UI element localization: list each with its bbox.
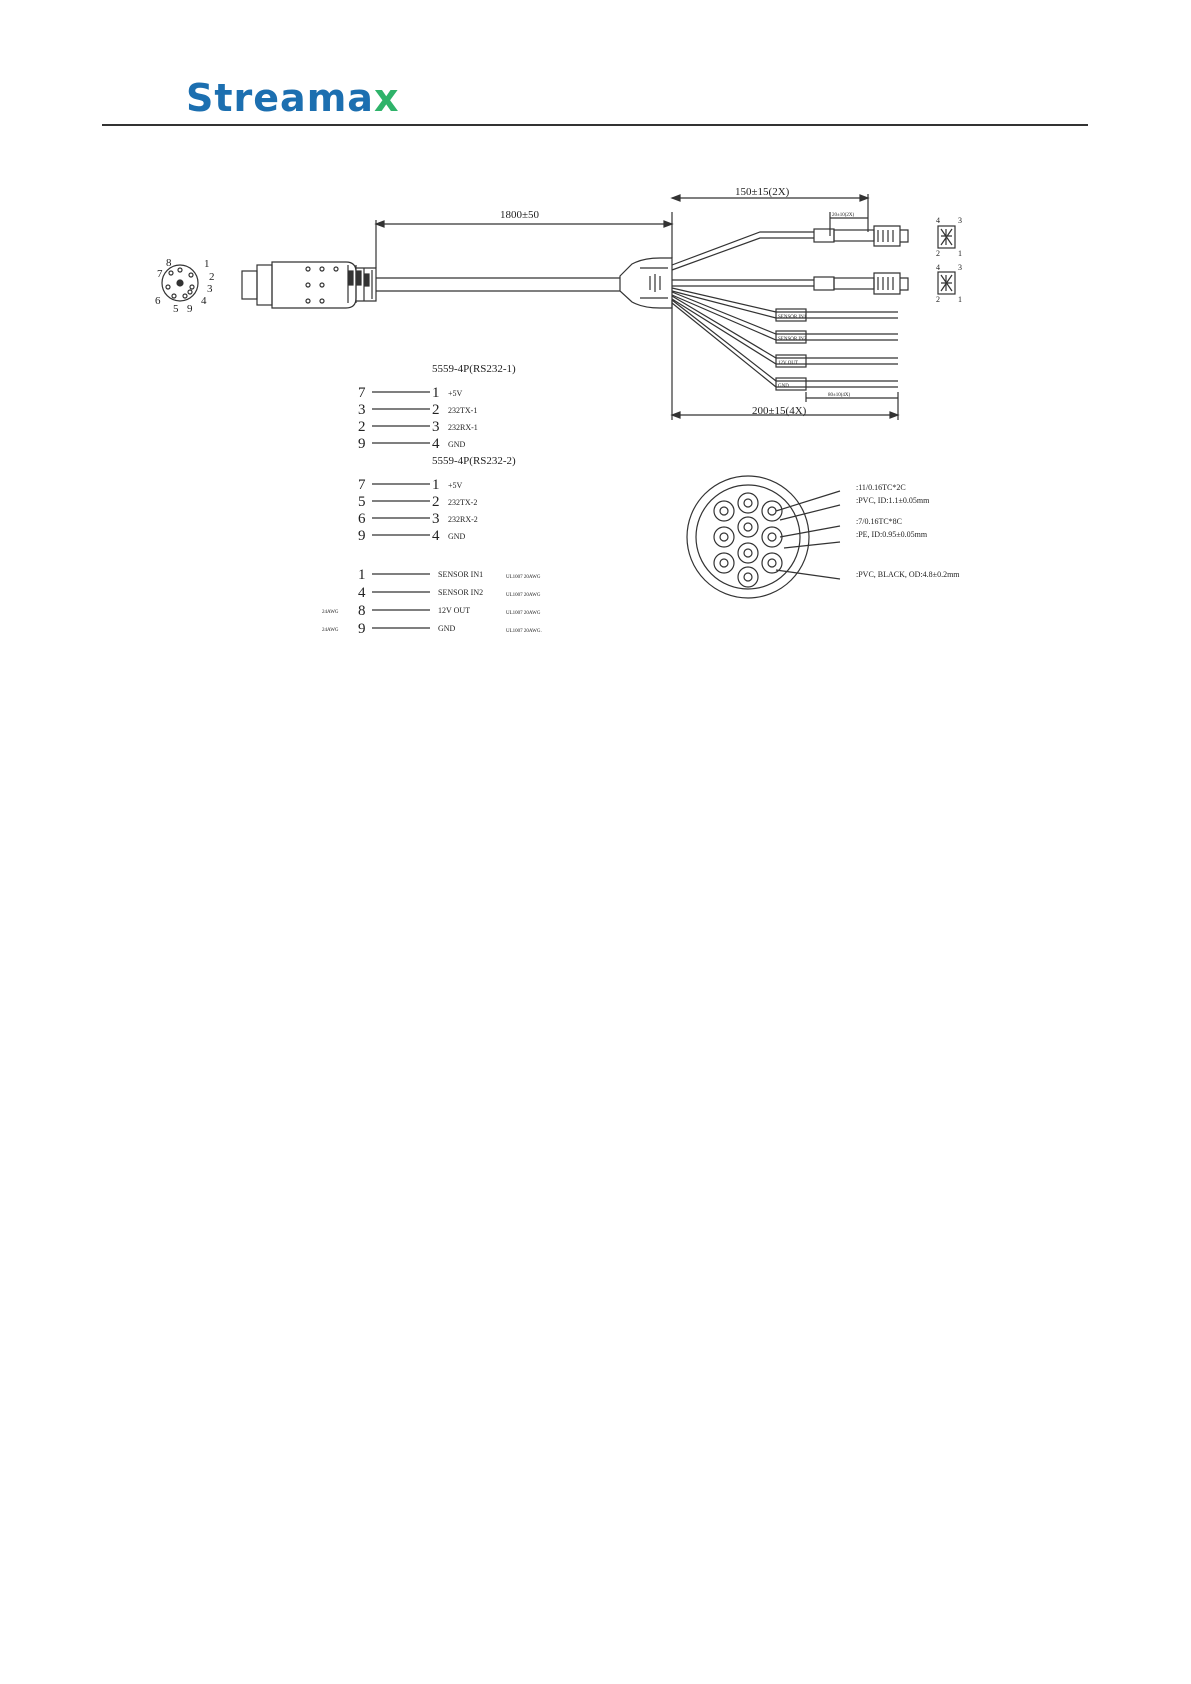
group2-row4-to: 4 <box>432 528 440 544</box>
dim-150-text: 150±15(2X) <box>735 186 790 198</box>
group2-title: 5559-4P(RS232-2) <box>432 455 516 467</box>
rj1-pin-2: 2 <box>936 249 940 258</box>
group1-row1-to: 1 <box>432 385 440 401</box>
pin-2-label: 2 <box>209 271 215 283</box>
rj1-pin-4: 4 <box>936 216 940 225</box>
sensor-row3-awg: 24AWG <box>322 610 339 615</box>
main-cable <box>376 278 620 291</box>
rj2-pin-4: 4 <box>936 263 940 272</box>
group2-row1-label: +5V <box>448 481 463 490</box>
sensor-row2-label: SENSOR IN2 <box>438 588 484 597</box>
sensor-row4-label: GND <box>438 624 456 633</box>
dim-200-text: 200±15(4X) <box>752 405 807 417</box>
group1-row4-to: 4 <box>432 436 440 452</box>
wire-tag-sensor-in2: SENSOR IN2 <box>778 337 807 342</box>
pin-6-label: 6 <box>155 295 161 307</box>
spec-conductor-2c: :11/0.16TC*2C <box>856 483 906 492</box>
dim-1800-text: 1800±50 <box>500 209 540 221</box>
sensor-row1-label: SENSOR IN1 <box>438 570 484 579</box>
split-housing <box>620 258 672 308</box>
cable-cross-section <box>687 476 840 598</box>
wire-tag-sensor-in1: SENSOR IN1 <box>778 315 807 320</box>
rs232-1-branch <box>672 226 955 270</box>
streamax-logo: Streamax <box>186 76 400 120</box>
sensor-row3-pin: 8 <box>358 603 366 619</box>
pin-3-label: 3 <box>207 283 213 295</box>
sensor-row3-spec: UL1007 20AWG <box>506 611 541 616</box>
group1-row2-from: 3 <box>358 402 366 418</box>
group2-row2-to: 2 <box>432 494 440 510</box>
group1-row2-to: 2 <box>432 402 440 418</box>
group1-row3-label: 232RX-1 <box>448 423 478 432</box>
group1-row2-label: 232TX-1 <box>448 406 478 415</box>
group2-row1-from: 7 <box>358 477 366 493</box>
pin-8-label: 8 <box>166 257 172 269</box>
sensor-row1-spec: UL1007 20AWG <box>506 575 541 580</box>
pin-1-label: 1 <box>204 258 210 270</box>
sensor-row1-pin: 1 <box>358 567 366 583</box>
wire-tag-12v-out: 12V OUT <box>778 361 799 366</box>
pin-9-label: 9 <box>187 303 193 315</box>
sensor-row3-label: 12V OUT <box>438 606 471 615</box>
main-plug <box>242 262 376 308</box>
group1-row4-label: GND <box>448 440 466 449</box>
group2-row3-to: 3 <box>432 511 440 527</box>
rs232-2-branch <box>672 272 955 294</box>
group1-row1-from: 7 <box>358 385 366 401</box>
dim-80-line <box>806 392 898 402</box>
sensor-row2-pin: 4 <box>358 585 366 601</box>
spec-outer-jacket: :PVC, BLACK, OD:4.8±0.2mm <box>856 570 960 579</box>
group1-row3-to: 3 <box>432 419 440 435</box>
group2-row2-from: 5 <box>358 494 366 510</box>
rj2-pin-2: 2 <box>936 295 940 304</box>
group1-row3-from: 2 <box>358 419 366 435</box>
dim-80-text: 80±10(4X) <box>828 393 851 398</box>
group2-row4-label: GND <box>448 532 466 541</box>
pin-5-label: 5 <box>173 303 179 315</box>
rj2-pin-1: 1 <box>958 295 962 304</box>
pin-7-label: 7 <box>157 268 163 280</box>
rj1-pin-1: 1 <box>958 249 962 258</box>
group2-row3-from: 6 <box>358 511 366 527</box>
spec-pe-insulation: :PE, ID:0.95±0.05mm <box>856 530 928 539</box>
spec-pvc-insulation: :PVC, ID:1.1±0.05mm <box>856 496 930 505</box>
group2-row1-to: 1 <box>432 477 440 493</box>
group2-row4-from: 9 <box>358 528 366 544</box>
sensor-row4-awg: 24AWG <box>322 628 339 633</box>
round-connector-face <box>162 265 198 301</box>
pin-4-label: 4 <box>201 295 207 307</box>
sensor-wires <box>372 574 430 628</box>
group2-wires <box>372 484 430 535</box>
group1-wires <box>372 392 430 443</box>
rj1-pin-3: 3 <box>958 216 962 225</box>
sensor-row4-spec: UL1007 20AWG. <box>506 629 542 634</box>
sensor-row2-spec: UL1007 20AWG <box>506 593 541 598</box>
group1-row4-from: 9 <box>358 436 366 452</box>
group1-title: 5559-4P(RS232-1) <box>432 363 516 375</box>
sensor-row4-pin: 9 <box>358 621 366 637</box>
dim-20-text: 20±10(2X) <box>832 213 855 218</box>
group1-row1-label: +5V <box>448 389 463 398</box>
wire-tag-gnd: GND <box>778 384 789 389</box>
spec-conductor-8c: :7/0.16TC*8C <box>856 517 903 526</box>
group2-row2-label: 232TX-2 <box>448 498 478 507</box>
rj2-pin-3: 3 <box>958 263 962 272</box>
group2-row3-label: 232RX-2 <box>448 515 478 524</box>
